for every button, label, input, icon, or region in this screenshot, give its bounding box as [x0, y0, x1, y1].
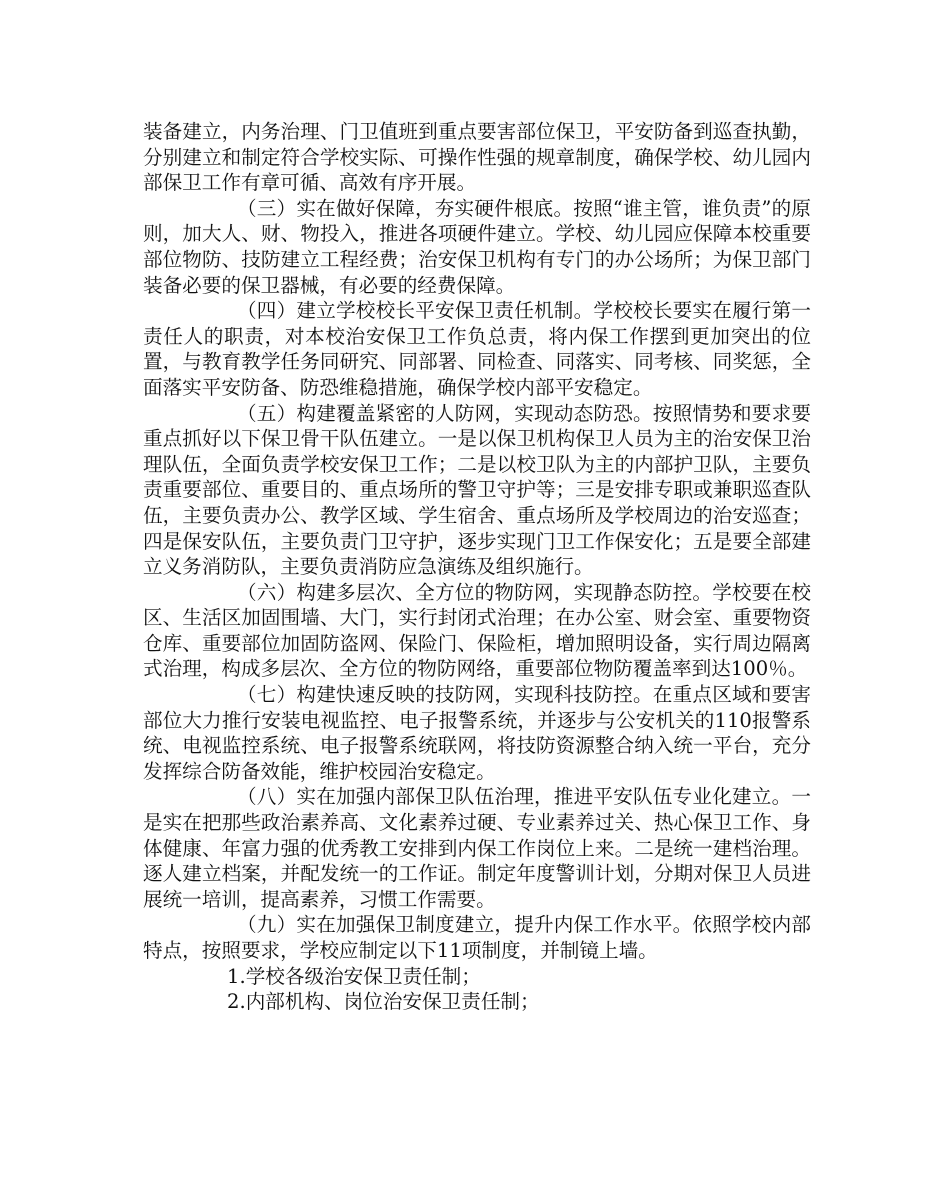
paragraph-section-9: （九）实在加强保卫制度建立，提升内保工作水平。依照学校内部特点，按照要求，学校应制定以下11项制度，并制镜上墙。 — [143, 913, 811, 962]
paragraph-section-5: （五）构建覆盖紧密的人防网，实现动态防恐。按照情势和要求要重点抓好以下保卫骨干队伍建立。一是以保卫机构保卫人员为主的治安保卫治理队伍，全面负责学校安保卫工作；二是以校卫队为主的内部护卫队，主要负责重要部位、重要目的、重点场所的警卫守护等；三是安排专职或兼职巡查队伍，主要负责办公、教学区域、学生宿舍、重点场所及学校周边的治安巡查；四是保安队伍，主要负责门卫守护，逐步实现门卫工作保安化；五是要全部建立义务消防队，主要负责消防应急演练及组织施行。 — [143, 401, 811, 579]
paragraph-section-8: （八）实在加强内部保卫队伍治理，推进平安队伍专业化建立。一是实在把那些政治素养高、文化素养过硬、专业素养过关、热心保卫工作、身体健康、年富力强的优秀教工安排到内保工作岗位上来。二是统一建档治理。逐人建立档案，并配发统一的工作证。制定年度警训计划，分期对保卫人员进展统一培训，提高素养，习惯工作需要。 — [143, 785, 811, 911]
paragraph-continued: 装备建立，内务治理、门卫值班到重点要害部位保卫，平安防备到巡查执勤，分别建立和制定符合学校实际、可操作性强的规章制度，确保学校、幼儿园内部保卫工作有章可循、高效有序开展。 — [143, 120, 811, 195]
list-item: 2.内部机构、岗位治安保卫责任制； — [227, 990, 540, 1014]
paragraph-section-6: （六）构建多层次、全方位的物防网，实现静态防控。学校要在校区、生活区加固围墙、大门，实行封闭式治理；在办公室、财会室、重要物资仓库、重要部位加固防盗网、保险门、保险柜，增加照明设备，实行周边隔离式治理，构成多层次、全方位的物防网络，重要部位物防覆盖率到达100％。 — [143, 580, 811, 681]
paragraph-section-3: （三）实在做好保障，夯实硬件根底。按照“谁主管，谁负责”的原则，加大人、财、物投入，推进各项硬件建立。学校、幼儿园应保障本校重要部位物防、技防建立工程经费；治安保卫机构有专门的办公场所；为保卫部门装备必要的保卫器械，有必要的经费保障。 — [143, 196, 811, 297]
document-body — [143, 119, 811, 1015]
paragraph-section-7: （七）构建快速反映的技防网，实现科技防控。在重点区域和要害部位大力推行安装电视监控、电子报警系统，并逐步与公安机关的110报警系统、电视监控系统、电子报警系统联网，将技防资源整合纳入统一平台，充分发挥综合防备效能，维护校园治安稳定。 — [143, 683, 811, 783]
list-item: 1.学校各级治安保卫责任制； — [227, 964, 481, 988]
paragraph-section-4: （四）建立学校校长平安保卫责任机制。学校校长要实在履行第一责任人的职责，对本校治安保卫工作负总责，将内保工作摆到更加突出的位置，与教育教学任务同研究、同部署、同检查、同落实、同考核、同奖惩，全面落实平安防备、防恐维稳措施，确保学校内部平安稳定。 — [143, 299, 811, 399]
